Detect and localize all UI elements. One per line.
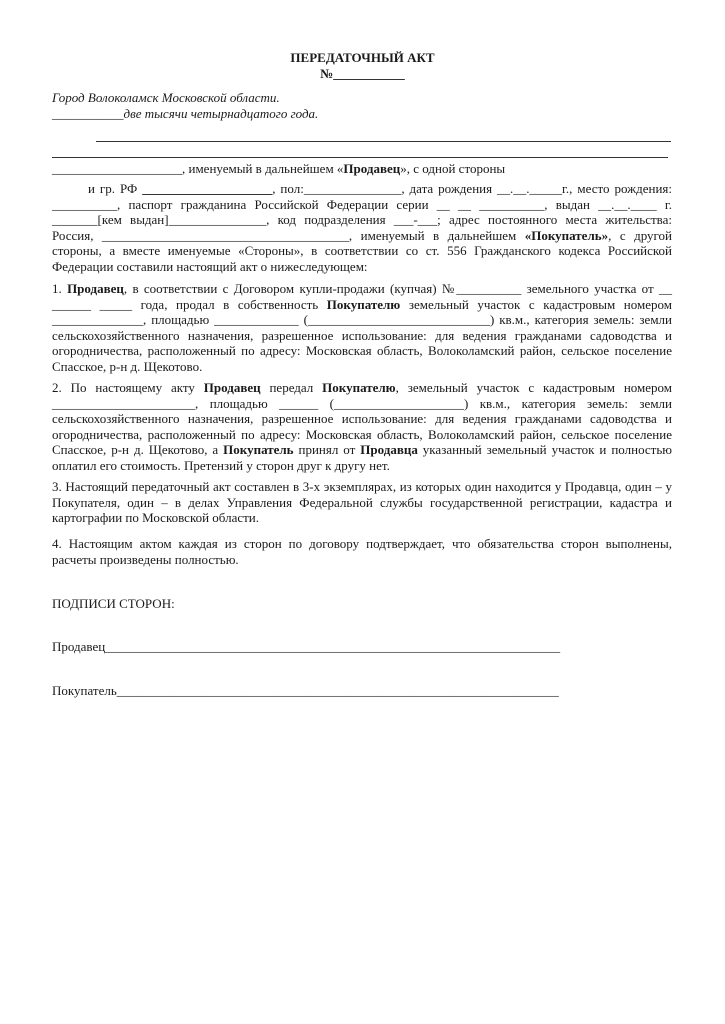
parties-paragraph: [52, 181, 672, 275]
text-segment: 4. Настоящим актом каждая из сторон по договору подтверждает, что обязательства сторон выполнены, расчеты произведены полностью.: [52, 536, 672, 567]
blank-line: [52, 157, 668, 158]
signatures-heading: ПОДПИСИ СТОРОН:: [52, 596, 175, 611]
text-segment: , пол:_______________, дата рождения __.__._____г., место рождения: __________, паспорт гражданина Российской Федерации серии __ __ __________, выдан __.__.____ г. _______[кем выдан]_______________, код подразделения ___-___; адрес постоянного места жительства: Россия, ______________________________________, именуемый в дальнейшем: [52, 181, 672, 243]
clause-2: [52, 380, 672, 474]
bold-term: Покупателю: [322, 380, 396, 395]
clause-3: [52, 479, 672, 526]
text-segment: передал: [260, 380, 323, 395]
text-segment: 2. По настоящему акту: [52, 380, 204, 395]
text-segment: 3. Настоящий передаточный акт составлен в 3-х экземплярах, из которых один находится у Продавца, один – у Покупателя, один – в делах Управления Федеральной службы государственной регистрации, кадастра и картографии по Московской области.: [52, 479, 672, 526]
buyer-signature-line: Покупатель____________________________________________________________________: [52, 683, 559, 698]
seller-signature-line: Продавец______________________________________________________________________: [52, 639, 561, 654]
bold-term: Покупатель: [223, 442, 294, 458]
text-segment: , земельный участок с кадастровым номером ______________________, площадью ______ (____________________) кв.м., категория земель: земли сельскохозяйственного назначения, разрешенное использование: для ведения гражданами садоводства и огородничества, расположенный по адресу: Московская область, Волоколамский район, сельское поселение Спасское, р-н д. Щекотово, а: [52, 380, 673, 458]
city: Город Волоколамск Московской области.: [52, 90, 280, 105]
text-segment: и гр. РФ: [88, 181, 143, 196]
date-line: ___________две тысячи четырнадцатого года.: [52, 106, 319, 121]
document-number: №___________: [320, 66, 405, 81]
text-segment: 1.: [52, 281, 68, 296]
text-segment: », с одной стороны: [400, 161, 506, 176]
text-segment: , с другой стороны, а вместе именуемые «Стороны», в соответствии со ст. 556 Гражданского кодекса Российской Федерации составили настоящий акт о нижеследующем:: [52, 227, 672, 274]
clause-1: [52, 281, 672, 375]
blank-line: [96, 141, 671, 142]
clause-4: [52, 536, 672, 567]
text-segment: ____________________, именуемый в дальнейшем «: [52, 161, 344, 176]
seller-line: [52, 161, 672, 177]
bold-term: «Покупатель»: [524, 227, 609, 243]
text-segment: земельный участок с кадастровым номером ______________, площадью _____________ (____________________________) кв.м., категория земель: земли сельскохозяйственного назначения, разрешенное использование: для ведения гражданами садоводства и огородничества, расположенный по адресу: Московская область, Волоколамский район, сельское поселение Спасское, р-н д. Щекотово.: [52, 296, 672, 374]
bold-term: Продавца: [360, 442, 418, 458]
bold-term: Продавец: [203, 380, 261, 395]
document-title: ПЕРЕДАТОЧНЫЙ АКТ: [290, 50, 435, 65]
text-segment: принял от: [293, 442, 361, 458]
bold-term: ____________________: [142, 181, 273, 196]
bold-term: Продавец: [67, 281, 124, 296]
bold-term: Продавец: [343, 161, 401, 176]
bold-term: Покупателю: [326, 296, 401, 312]
text-segment: указанный земельный участок и полностью оплатил его стоимость. Претензий у сторон друг к другу нет.: [52, 442, 672, 473]
text-segment: , в соответствии с Договором купли-продажи (купчая) №__________ земельного участка от __ ______ _____ года, продал в собственность: [52, 281, 672, 312]
